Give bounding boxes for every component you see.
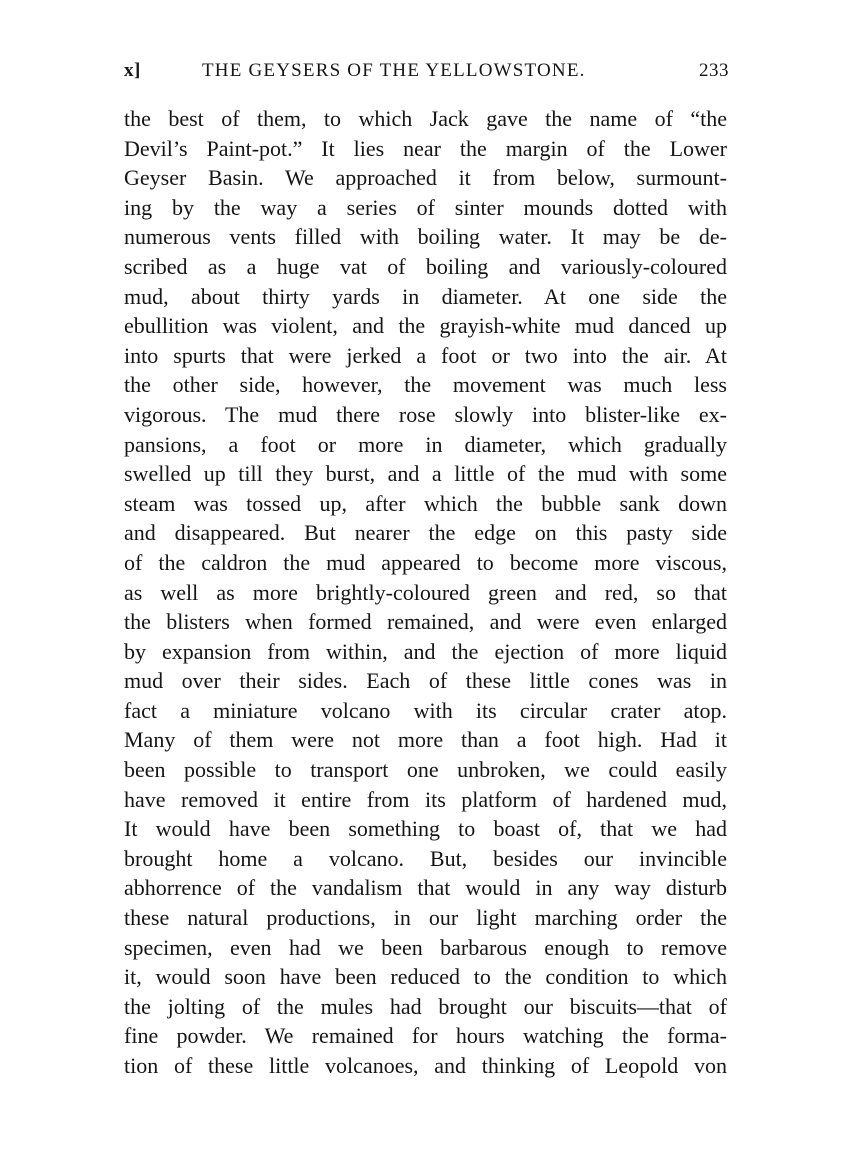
text-line: abhorrence of the vandalism that would in any way disturb xyxy=(124,875,727,901)
text-line: pansions, a foot or more in diameter, which gradually xyxy=(124,431,727,457)
text-line: these natural productions, in our light marching order the xyxy=(124,905,727,931)
chapter-marker: x] xyxy=(124,60,141,81)
text-line: the jolting of the mules had brought our biscuits—that of xyxy=(124,993,727,1019)
text-line: tion of these little volcanoes, and thinking of Leopold von xyxy=(124,1053,727,1078)
text-line: scribed as a huge vat of boiling and variously-coloured xyxy=(124,253,727,279)
text-line: Many of them were not more than a foot high. Had it xyxy=(124,727,727,753)
text-line: ebullition was violent, and the grayish-white mud danced up xyxy=(124,313,727,339)
text-line: have removed it entire from its platform of hardened mud, xyxy=(124,786,727,812)
text-line: steam was tossed up, after which the bubble sank down xyxy=(124,490,727,516)
page-number: 233 xyxy=(699,60,729,81)
text-line: fact a miniature volcano with its circular crater atop. xyxy=(124,697,727,723)
running-head-title: THE GEYSERS OF THE YELLOWSTONE. xyxy=(202,60,586,81)
text-line: into spurts that were jerked a foot or two into the air. At xyxy=(124,342,727,368)
text-line: mud, about thirty yards in diameter. At one side the xyxy=(124,283,727,309)
text-line: as well as more brightly-coloured green and red, so that xyxy=(124,579,727,605)
text-line: the best of them, to which Jack gave the name of “the xyxy=(124,106,727,131)
text-line: mud over their sides. Each of these little cones was in xyxy=(124,668,727,694)
text-line: Geyser Basin. We approached it from below, surmount- xyxy=(124,165,727,191)
text-line: fine powder. We remained for hours watching the forma- xyxy=(124,1023,727,1049)
text-line: of the caldron the mud appeared to become more viscous, xyxy=(124,549,727,575)
text-line: It would have been something to boast of, that we had xyxy=(124,816,727,842)
text-line: the blisters when formed remained, and were even enlarged xyxy=(124,609,727,635)
text-line: specimen, even had we been barbarous enough to remove xyxy=(124,934,727,960)
text-line: it, would soon have been reduced to the condition to which xyxy=(124,964,727,990)
text-line: numerous vents filled with boiling water. It may be de- xyxy=(124,224,727,250)
body-text xyxy=(124,104,727,1081)
text-line: vigorous. The mud there rose slowly into blister-like ex- xyxy=(124,401,727,427)
text-line: the other side, however, the movement was much less xyxy=(124,372,727,398)
text-line: brought home a volcano. But, besides our invincible xyxy=(124,845,727,871)
text-line: been possible to transport one unbroken, we could easily xyxy=(124,757,727,783)
text-line: Devil’s Paint-pot.” It lies near the margin of the Lower xyxy=(124,135,727,161)
text-line: and disappeared. But nearer the edge on this pasty side xyxy=(124,520,727,546)
running-head xyxy=(124,60,729,88)
text-line: by expansion from within, and the ejection of more liquid xyxy=(124,638,727,664)
text-line: swelled up till they burst, and a little of the mud with some xyxy=(124,461,727,487)
text-line: ing by the way a series of sinter mounds dotted with xyxy=(124,194,727,220)
